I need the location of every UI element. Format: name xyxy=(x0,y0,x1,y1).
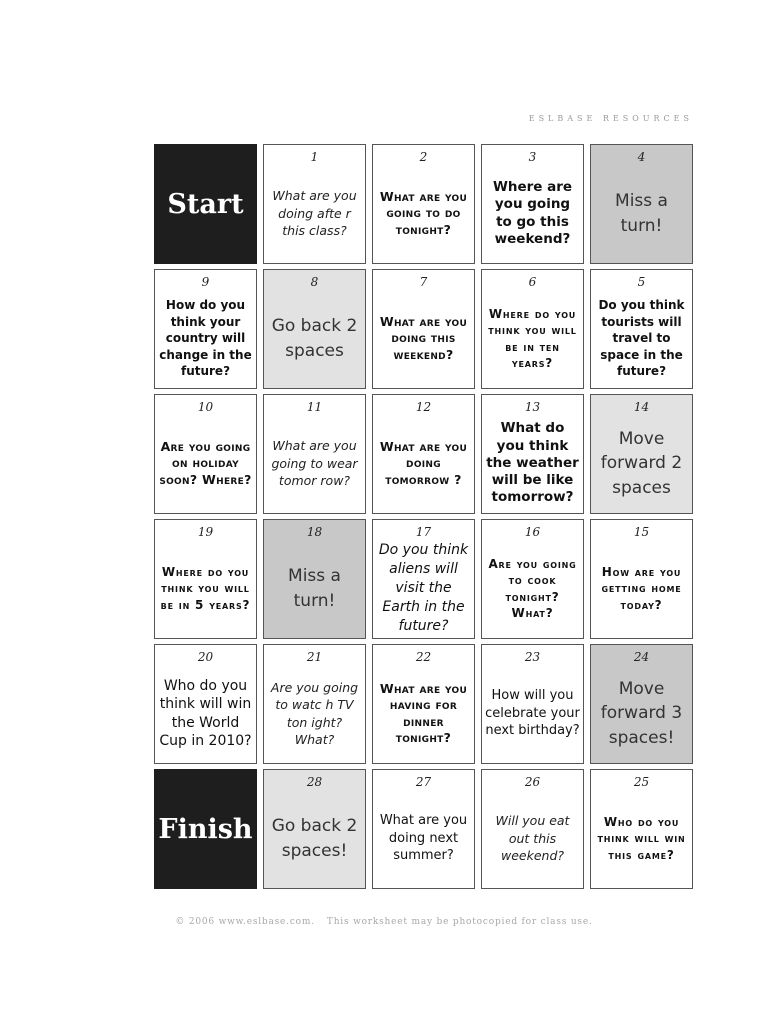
square-prompt: What are you going to do tonight? xyxy=(379,188,468,237)
board-square-28 xyxy=(263,769,366,889)
square-number: 19 xyxy=(197,525,214,539)
board-square-2 xyxy=(372,144,475,264)
square-prompt: Go back 2 spaces xyxy=(271,315,358,361)
board-square-27 xyxy=(372,769,475,889)
start-label: Start xyxy=(167,188,244,220)
photocopy-note: This worksheet may be photocopied for class use. xyxy=(326,917,593,927)
square-number: 28 xyxy=(306,775,323,789)
square-number: 20 xyxy=(197,650,214,664)
square-prompt: Where do you think you will be in 5 years? xyxy=(160,565,251,612)
board-square-17 xyxy=(372,519,475,639)
square-prompt: Do you think aliens will visit the Earth in the future? xyxy=(378,542,469,634)
square-prompt: What are you doing next summer? xyxy=(379,813,468,864)
square-prompt: Do you think tourists will travel to space in the future? xyxy=(598,298,685,379)
square-prompt: What are you going to wear tomor row? xyxy=(271,438,358,489)
square-prompt: What are you doing afte r this class? xyxy=(272,188,357,239)
start-square xyxy=(154,144,257,264)
board-square-18 xyxy=(263,519,366,639)
board-square-19 xyxy=(154,519,257,639)
square-number: 24 xyxy=(633,650,650,664)
square-number: 18 xyxy=(306,525,323,539)
square-prompt: Will you eat out this weekend? xyxy=(495,813,570,864)
board-square-23 xyxy=(481,644,584,764)
square-prompt: Who do you think will win the World Cup in 2010? xyxy=(159,677,252,749)
board-square-21 xyxy=(263,644,366,764)
square-number: 11 xyxy=(306,400,323,414)
square-prompt: Miss a turn! xyxy=(615,190,668,236)
board-square-13 xyxy=(481,394,584,514)
square-prompt: Are you going to watc h TV ton ight? What? xyxy=(270,679,359,747)
square-prompt: Move forward 3 spaces! xyxy=(600,678,683,748)
square-number: 13 xyxy=(524,400,541,414)
square-number: 17 xyxy=(415,525,432,539)
game-board xyxy=(154,144,693,889)
board-square-16 xyxy=(481,519,584,639)
square-prompt: Who do you think will win this game? xyxy=(597,815,686,862)
board-square-8 xyxy=(263,269,366,389)
square-prompt: Miss a turn! xyxy=(288,565,341,611)
board-square-5 xyxy=(590,269,693,389)
square-number: 2 xyxy=(419,150,428,164)
board-square-14 xyxy=(590,394,693,514)
brand-header: ESLBASE RESOURCES xyxy=(528,114,693,123)
finish-label: Finish xyxy=(158,813,253,845)
square-prompt: What do you think the weather will be like tomorrow? xyxy=(486,420,579,506)
board-square-9 xyxy=(154,269,257,389)
square-number: 1 xyxy=(310,150,319,164)
square-number: 14 xyxy=(633,400,650,414)
square-number: 26 xyxy=(524,775,541,789)
square-prompt: How are you getting home today? xyxy=(601,565,682,612)
square-number: 27 xyxy=(415,775,432,789)
board-square-22 xyxy=(372,644,475,764)
board-square-11 xyxy=(263,394,366,514)
board-square-1 xyxy=(263,144,366,264)
board-square-10 xyxy=(154,394,257,514)
square-number: 22 xyxy=(415,650,432,664)
square-prompt: How will you celebrate your next birthday? xyxy=(485,688,580,739)
board-square-12 xyxy=(372,394,475,514)
board-square-20 xyxy=(154,644,257,764)
board-square-25 xyxy=(590,769,693,889)
square-prompt: Where do you think you will be in ten years? xyxy=(488,307,577,370)
finish-square xyxy=(154,769,257,889)
square-number: 6 xyxy=(528,275,537,289)
square-prompt: Where are you going to go this weekend? xyxy=(492,178,573,247)
square-prompt: Go back 2 spaces! xyxy=(271,815,358,861)
square-prompt: How do you think your country will change in the future? xyxy=(159,298,252,379)
board-square-3 xyxy=(481,144,584,264)
square-number: 12 xyxy=(415,400,432,414)
square-number: 21 xyxy=(306,650,323,664)
square-number: 8 xyxy=(310,275,319,289)
board-square-24 xyxy=(590,644,693,764)
square-number: 10 xyxy=(197,400,214,414)
square-number: 7 xyxy=(419,275,428,289)
square-number: 4 xyxy=(637,150,646,164)
square-number: 23 xyxy=(524,650,541,664)
footer xyxy=(0,917,768,927)
square-prompt: Are you going on holiday soon? Where? xyxy=(159,438,252,487)
board-square-15 xyxy=(590,519,693,639)
square-prompt: Move forward 2 spaces xyxy=(600,428,683,498)
board-square-4 xyxy=(590,144,693,264)
copyright-text: © 2006 www.eslbase.com. xyxy=(175,917,315,927)
square-prompt: What are you doing this weekend? xyxy=(379,313,468,362)
square-prompt: What are you doing tomorrow ? xyxy=(379,438,468,487)
square-prompt: What are you having for dinner tonight? xyxy=(379,680,468,745)
board-square-6 xyxy=(481,269,584,389)
board-square-26 xyxy=(481,769,584,889)
board-square-7 xyxy=(372,269,475,389)
square-number: 25 xyxy=(633,775,650,789)
square-number: 3 xyxy=(528,150,537,164)
square-number: 16 xyxy=(524,525,541,539)
square-number: 9 xyxy=(201,275,210,289)
square-number: 5 xyxy=(637,275,646,289)
square-prompt: Are you going to cook tonight? What? xyxy=(488,557,577,620)
square-number: 15 xyxy=(633,525,650,539)
